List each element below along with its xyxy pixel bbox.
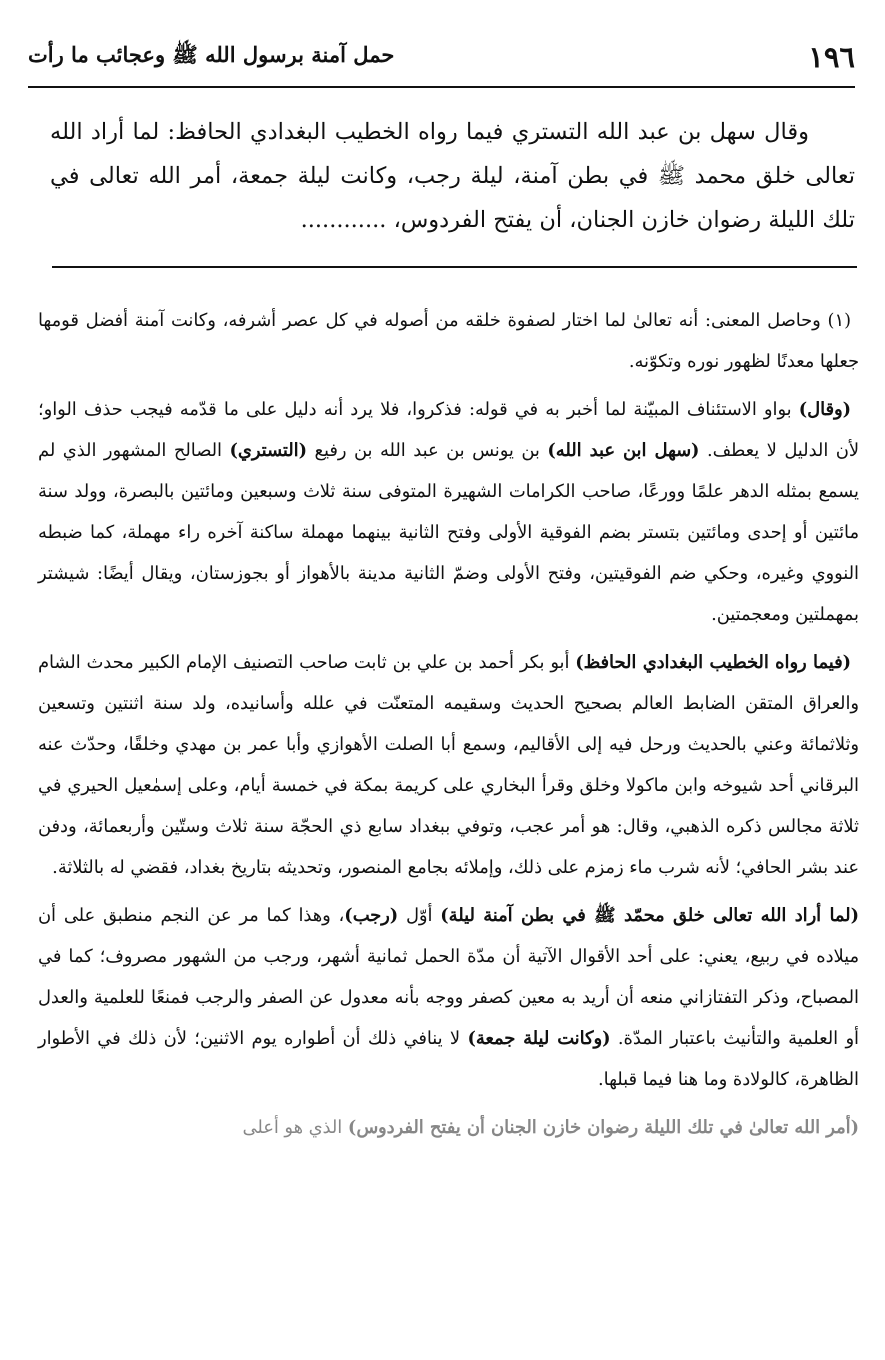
- commentary-text: الذي هو أعلى: [242, 1117, 348, 1138]
- footnote-divider: [52, 266, 857, 268]
- commentary-paragraph-5: [38, 1107, 859, 1148]
- lemma-rajab: (رجب): [344, 905, 399, 926]
- commentary-paragraph-1: (١) وحاصل المعنى: أنه تعالىٰ لما اختار لصفوة خلقه من أصوله في كل عصر أشرفه، وكانت آمنة أفضل قومها جعلها معدنًا لظهور نوره وتكوّنه.: [38, 310, 859, 372]
- commentary-text: لا ينافي ذلك أن أطواره يوم الاثنين؛ لأن ذلك في الأطوار الظاهرة، كالولادة وما هنا فيما قبلها.: [38, 1028, 859, 1090]
- commentary-text: أبو بكر أحمد بن علي بن ثابت صاحب التصنيف الإمام الكبير محدث الشام والعراق المتقن الضابط العالم بصحيح الحديث وسقيمه المتعنّت في علله وأسانيده، ولد سنة اثنتين وتسعين وثلاثمائة وعني بالحديث ورحل فيه إلى الأقاليم، وسمع أبا الصلت الأهوازي وأبا عمر بن مهدي وخلقًا، وحدّث عنه البرقاني أحد شيوخه وابن ماكولا وخلق وقرأ البخاري على كريمة بمكة في خمسة أيام، وعلى إسمٰعيل الحيري في ثلاثة مجالس ذكره الذهبي، وقال: هو أمر عجب، وتوفي ببغداد سابع ذي الحجّة سنة ثلاث وستّين وأربعمائة، ودفن عند بشر الحافي؛ لأنه شرب ماء زمزم على ذلك، وإملائه بجامع المنصور، وتحديثه بتاريخ بغداد، فقضي له بالثلاثة.: [38, 652, 859, 878]
- lemma-jumua: (وكانت ليلة جمعة): [467, 1028, 611, 1049]
- main-text-block: [50, 110, 855, 242]
- lemma-tustari: (التستري): [229, 440, 308, 461]
- lemma-sahl: (سهل ابن عبد الله): [547, 440, 700, 461]
- commentary-block: [38, 300, 859, 1155]
- lemma-amara-allah: (أمر الله تعالىٰ في تلك الليلة رضوان خازن الجنان أن يفتح الفردوس): [347, 1117, 859, 1138]
- commentary-paragraph-4: [38, 895, 859, 1100]
- commentary-text: بواو الاستئناف المبيّنة لما أخبر به في قوله: فذكروا، فلا يرد أنه دليل على ما قدّمه فيجب حذف الواو؛ لأن الدليل لا يعطف.: [38, 399, 859, 461]
- commentary-paragraph-3: [38, 642, 859, 888]
- lemma-khatib: (فيما رواه الخطيب البغدادي الحافظ): [575, 652, 851, 673]
- page-header: [28, 28, 855, 88]
- lemma-waqal: (وقال): [798, 399, 851, 420]
- commentary-paragraph-2: [38, 389, 859, 635]
- page-number: ١٩٦: [808, 40, 855, 74]
- main-text-paragraph: وقال سهل بن عبد الله التستري فيما رواه الخطيب البغدادي الحافظ: لما أراد الله تعالى خلق محمد ﷺ في بطن آمنة، ليلة رجب، وكانت ليلة جمعة، أمر الله تعالى في تلك الليلة رضوان خازن الجنان، أن يفتح الفردوس، ............: [50, 119, 855, 233]
- commentary-text: ، وهذا كما مر عن النجم منطبق على أن ميلاده في ربيع، يعني: على أحد الأقوال الآتية أن مدّة الحمل ثمانية أشهر، ورجب من الشهور مصروف؛ كما في المصباح، وذكر التفتازاني منعه أن أريد به معين كصفر ووجه بأنه معدول عن الصفر والرجب فمنعًا للعلمية والعدل أو العلمية والتأنيث باعتبار المدّة.: [38, 905, 859, 1049]
- commentary-text: أوّل: [398, 905, 441, 926]
- running-title: حمل آمنة برسول الله ﷺ وعجائب ما رأت: [28, 41, 395, 67]
- lemma-lamma-arada: (لما أراد الله تعالى خلق محمّد ﷺ في بطن آمنة ليلة): [440, 905, 859, 926]
- commentary-text: بن يونس بن عبد الله بن رفيع: [307, 440, 548, 461]
- commentary-text: الصالح المشهور الذي لم يسمع بمثله الدهر علمًا وورعًا، صاحب الكرامات الشهيرة المتوفى سنة ثلاث وسبعين ومائتين بالبصرة، وولد سنة مائتين أو إحدى ومائتين بتستر بضم الفوقية الأولى وفتح الثانية بينهما مهملة ساكنة آخره راء مهملة، كما ضبطه النووي وغيره، وحكي ضم الفوقيتين، وفتح الأولى وضمّ الثانية مدينة بالأهواز أو بجوزستان، ويقال أيضًا: شيشتر بمهملتين ومعجمتين.: [38, 440, 859, 625]
